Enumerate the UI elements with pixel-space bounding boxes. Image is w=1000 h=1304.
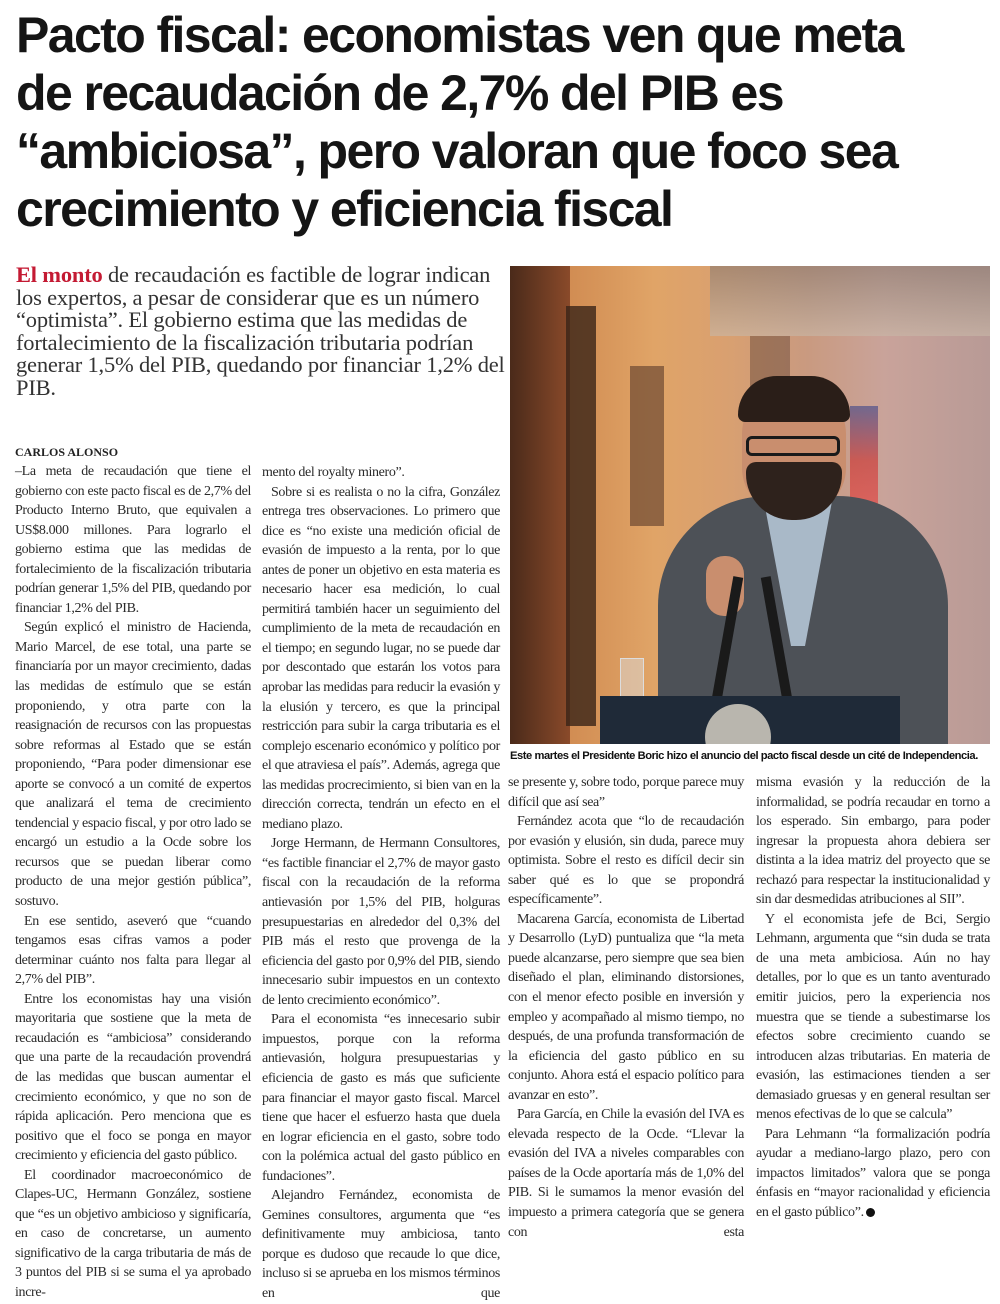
paragraph: Alejandro Fernández, economista de Gemines consultores, argumenta que “es definitivamente muy ambiciosa, tanto porque es dudoso que recaude lo que dice, incluso si se aprueba en los mismos términos en que	[262, 1188, 500, 1301]
paragraph: misma evasión y la reducción de la informalidad, se podría recaudar en torno a los esperado. Sin embargo, para poder ingresar la propuesta ahora debiera ser distinta a la idea matriz del proyecto que se rechazó para respectar la institucionalidad y sin dar desmedidas atribuciones al SII”.	[756, 775, 990, 908]
article-column-4	[756, 773, 990, 1223]
byline: CARLOS ALONSO	[15, 445, 119, 459]
paragraph: Macarena García, economista de Libertad y Desarrollo (LyD) puntualiza que “la meta puede alcanzarse, pero siempre que sea bien diseñado el plan, eliminando distorsiones, con el menor efecto posible en inversión y empleo y acompañado al mismo tiempo, no después, de una profunda transformación de la eficiencia del gasto público en su conjunto. Ahora está el espacio político para avanzar en esto”.	[508, 911, 744, 1103]
paragraph: El coordinador macroeconómico de Clapes-UC, Hermann González, sostiene que “es un objetivo ambicioso y significaría, en caso de concretarse, un aumento significativo de la carga tributaria de más de 3 puntos del PIB si se suma el ya aprobado incre-	[15, 1167, 251, 1300]
end-of-article-icon	[866, 1208, 875, 1217]
paragraph: Según explicó el ministro de Hacienda, Mario Marcel, de ese total, una parte se financiaría por un mayor crecimiento, dadas las medidas de estímulo que se están proponiendo, y otra parte con la reasignación de recursos con las propuestas sobre reformas al Estado que se están proponiendo, “Para poder dimensionar ese aporte se convocó a un comité de expertos que analizará el tema de crecimiento tendencial y espacio fiscal, y por otro lado se encargó un estudio a la Ocde sobre los recursos que se puedan liberar como producto de una mejor gestión pública”, sostuvo.	[15, 620, 251, 910]
lead-text: de recaudación es factible de lograr indican los expertos, a pesar de considerar que es un número “optimista”. El gobierno estima que las medidas de fortalecimiento de la fiscalización tributaria podrían generar 1,5% del PIB, quedando por financiar 1,2% del PIB.	[16, 262, 505, 400]
paragraph: Para García, en Chile la evasión del IVA es elevada respecto de la Ocde. “Llevar la evasión del IVA a niveles comparables con países de la Ocde aportaría más de 1,0% del PIB. Si le sumamos la menor evasión del impuesto a primera categoría que se genera con esta	[508, 1107, 744, 1240]
paragraph: mento del royalty minero”.	[262, 465, 405, 480]
article-column-1	[15, 443, 251, 1303]
headline-line: Pacto fiscal: economistas ven que meta	[16, 7, 903, 63]
article-column-3	[508, 773, 744, 1242]
paragraph: Para el economista “es innecesario subir impuestos, porque con la reforma antievasión, holgura presupuestarias y eficiencia de gasto es más que suficiente para financiar el mayor gasto fiscal. Marcel tiene que hacer el esfuerzo hasta que duela en lograr eficiencia en el gasto, sobre todo con la polémica actual del gasto público en fundaciones”.	[262, 1012, 500, 1184]
photo-president-boric	[510, 266, 990, 744]
paragraph: Entre los economistas hay una visión mayoritaria que sostiene que la meta de recaudación es “ambiciosa” considerando que una parte de la recaudación provendrá de las medidas que buscan aumentar el crecimiento económico, y que no son de rápida aplicación. Pero menciona que es positivo que el foco se ponga en mayor crecimiento y eficiencia del gasto público.	[15, 991, 251, 1164]
paragraph: se presente y, sobre todo, porque parece muy difícil que así sea”	[508, 775, 744, 810]
paragraph: Jorge Hermann, de Hermann Consultores, “es factible financiar el 2,7% de mayor gasto fiscal con la recaudación de la reforma antievasión por 1,5% del PIB, holguras presupuestarias en alrededor del 0,3% del PIB más el resto que provenga de la eficiencia del gasto por 0,9% del PIB, siendo innecesario subir impuestos en un contexto de lento crecimiento económico”.	[262, 836, 500, 1008]
headline	[16, 6, 991, 238]
lead-kicker: El monto	[16, 262, 103, 287]
paragraph: Sobre si es realista o no la cifra, González entrega tres observaciones. Lo primero que dice es “no existe una medición oficial de evasión de impuesto a la renta, por lo que antes de poner un objetivo en esta materia es necesario hacer esa medición, lo cual permitirá también hacer un seguimiento del cumplimiento de la meta de recaudación en el tiempo; en segundo lugar, no se puede dar por descontado que estarán los votos para aprobar las medidas para reducir la evasión y la elusión y tercero, es que la principal restricción para subir la carga tributaria es el complejo escenario económico y político por el que atraviesa el país”. Además, agrega que las medidas procrecimiento, si bien van en la dirección correcta, tendrán un efecto en el mediano plazo.	[262, 484, 500, 832]
headline-line: de recaudación de 2,7% del PIB es	[16, 65, 783, 121]
headline-line: “ambiciosa”, pero valoran que foco sea	[16, 123, 898, 179]
paragraph: Fernández acota que “lo de recaudación por evasión y elusión, sin duda, parece muy optimista. Sobre el resto es difícil decir sin saber qué es lo que se propondrá específicamente”.	[508, 814, 744, 908]
lead-paragraph	[16, 264, 506, 400]
paragraph: Y el economista jefe de Bci, Sergio Lehmann, argumenta que “sin duda se trata de una meta ambiciosa. Aún no hay detalles, por lo que es un tanto aventurado emitir juicios, pero la experiencia nos muestra que se tiende a subestimarse los efectos sobre crecimiento cuando se introducen alzas tributarias. En materia de evasión, las estimaciones tienden a ser demasiado gruesas y en general resultan ser menos efectivas de lo que se calcula”	[756, 911, 990, 1123]
paragraph	[756, 1125, 990, 1223]
photo-caption: Este martes el Presidente Boric hizo el anuncio del pacto fiscal desde un cité de Independencia.	[510, 750, 978, 762]
article-column-2	[262, 463, 500, 1304]
headline-line: crecimiento y eficiencia fiscal	[16, 181, 673, 237]
paragraph: –La meta de recaudación que tiene el gobierno con este pacto fiscal es de 2,7% del Producto Interno Bruto, que equivalen a US$8.000 millones. Para lograrlo el gobierno estima que las medidas de fortalecimiento de la fiscalización tributaria podrían generar 1,5% del PIB, quedando por financiar 1,2% del PIB.	[15, 464, 251, 616]
paragraph: En ese sentido, aseveró que “cuando tengamos esas cifras vamos a poder determinar cuánto nos falta para llegar al 2,7% del PIB”.	[15, 913, 251, 988]
paragraph-text: Para Lehmann “la formalización podría ayudar a mediano-largo plazo, pero con impactos limitados” valora que se ponga énfasis en “mayor racionalidad y eficiencia en el gasto público”.	[756, 1126, 990, 1221]
